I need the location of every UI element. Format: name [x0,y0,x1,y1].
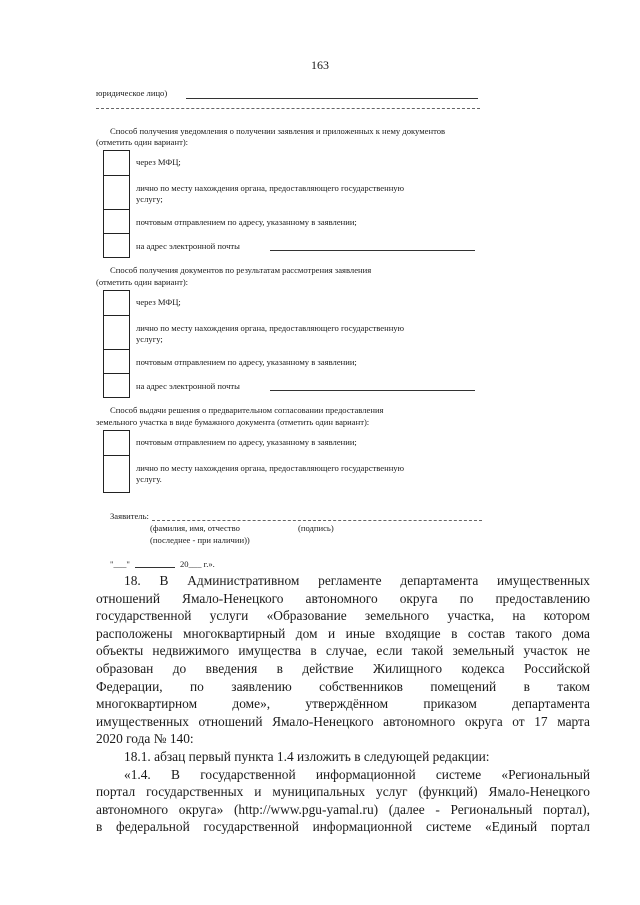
applicant-patronymic-caption: (последнее - при наличии)) [150,535,250,545]
section2-option-mfc: через МФЦ; [136,297,181,307]
section3-checkbox-in-person[interactable] [103,455,130,493]
p18-line: Федерации, по заявлению собственников помещений в таком [96,678,590,694]
section2-checkbox-in-person[interactable] [103,315,130,350]
date-year: 20___ г.». [180,559,215,569]
section2-checkbox-mail[interactable] [103,349,130,374]
p14-line: в федеральной государственной информационной системе «Единый портал [96,819,590,835]
legal-entity-line [186,98,478,99]
page-number: 163 [311,58,329,72]
p18-line: многоквартирном доме», утверждённом приказом департамента [96,696,590,712]
section2-checkbox-email[interactable] [103,373,130,398]
p14-line: портал государственных и муниципальных услуг (функций) Ямало-Ненецкого [96,784,590,800]
section1-option-mail: почтовым отправлением по адресу, указанному в заявлении; [136,217,357,227]
applicant-sign-caption: (подпись) [298,523,334,533]
applicant-signature-line[interactable] [152,520,482,521]
p18-line: отношений Ямало-Ненецкого автономного округа по предоставлению [96,590,590,606]
section3-intro: Способ выдачи решения о предварительном согласовании предоставления [110,405,384,415]
section1-option-in-person: лично по месту нахождения органа, предоставляющего государственную [136,183,405,193]
section1-option-in-person-cont: услугу; [136,194,163,204]
section1-intro-note: (отметить один вариант): [96,137,189,147]
section3-checkbox-mail[interactable] [103,430,130,456]
section1-checkbox-mfc[interactable] [103,150,130,176]
p18-line: объекты недвижимого имущества в случае, если такой земельный участок не [96,643,590,659]
p14-line: автономного округа» (http://www.pgu-yamal.ru) (далее - Региональный портал), [96,801,590,817]
date-month-line[interactable] [135,567,175,568]
section1-email-field[interactable] [270,250,475,251]
header-dotted-line [96,108,480,109]
date-day: "___" [110,559,130,569]
section3-option-mail: почтовым отправлением по адресу, указанному в заявлении; [136,437,357,447]
section2-email-field[interactable] [270,390,475,391]
section1-checkbox-email[interactable] [103,233,130,258]
section3-intro-note: земельного участка в виде бумажного документа (отметить один вариант): [96,417,370,427]
section2-option-in-person-cont: услугу; [136,334,163,344]
p18-line: имущественных отношений Ямало-Ненецкого автономного округа от 17 марта [96,713,590,729]
section3-option-in-person: лично по месту нахождения органа, предоставляющего государственную [136,463,405,473]
section2-checkbox-mfc[interactable] [103,290,130,316]
p18-line: образован до введения в действие Жилищного кодекса Российской [96,660,590,676]
section2-option-mail: почтовым отправлением по адресу, указанному в заявлении; [136,357,357,367]
p14-line: «1.4. В государственной информационной системе «Региональный [124,766,590,782]
section2-intro-note: (отметить один вариант): [96,277,189,287]
section1-checkbox-in-person[interactable] [103,175,130,210]
section1-checkbox-mail[interactable] [103,209,130,234]
legal-entity-label: юридическое лицо) [96,88,168,98]
section2-option-in-person: лично по месту нахождения органа, предоставляющего государственную [136,323,405,333]
amendment-paragraph-18-1: 18.1. абзац первый пункта 1.4 изложить в следующей редакции: [124,748,490,764]
p18-line: государственной услуги «Образование земельного участка, на котором [96,608,590,624]
section1-option-mfc: через МФЦ; [136,157,181,167]
p18-line: 18. В Административном регламенте департамента имущественных [124,573,590,588]
applicant-fio-caption: (фамилия, имя, отчество [150,523,240,533]
section1-intro: Способ получения уведомления о получении заявления и приложенных к нему документов [110,126,446,136]
section1-option-email: на адрес электронной почты [136,241,240,251]
section3-option-in-person-cont: услугу. [136,474,162,484]
p18-line: расположены многоквартирный дом и иные входящие в состав такого дома [96,625,590,641]
amendment-paragraph-18 [96,572,590,836]
section2-intro: Способ получения документов по результатам рассмотрения заявления [110,265,372,275]
applicant-label: Заявитель: [110,511,149,521]
p18-line: 2020 года № 140: [96,731,194,747]
section2-option-email: на адрес электронной почты [136,381,240,391]
